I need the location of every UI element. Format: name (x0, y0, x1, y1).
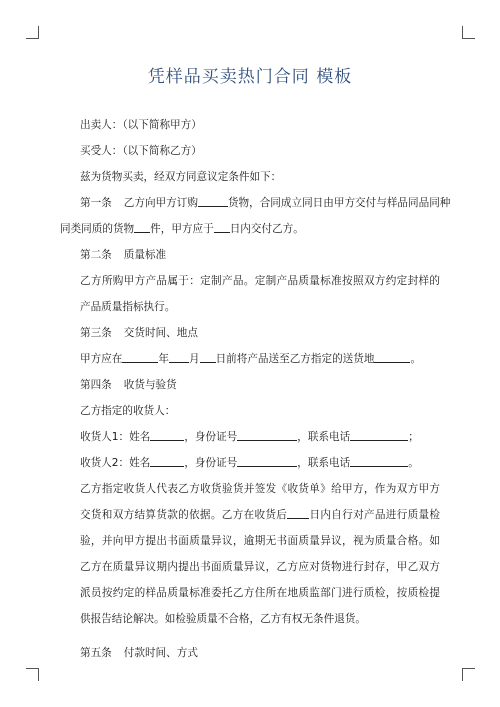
designated-receiver-line: 乙方指定的收货人： (80, 405, 176, 417)
article-5-heading: 第五条 (80, 647, 112, 659)
article-3-body: 甲方应在 年 月 日前将产品送至乙方指定的送货地 。 (60, 346, 440, 372)
receiver-1-line: 收货人1：姓名 ，身份证号 ，联系电话 ； (60, 424, 440, 450)
article-1-heading: 第一条 (80, 197, 112, 209)
document-title: 凭样品买卖热门合同 模板 (147, 67, 353, 87)
inspection-days-blank (287, 506, 309, 519)
day-blank (200, 350, 216, 363)
receiver-2-line: 收货人2：姓名 ，身份证号 ，联系电话 。 (60, 450, 440, 476)
article-2-body: 乙方所购甲方产品属于：定制产品。定制产品质量标准按照双方约定封样的产品质量指标执行。 (80, 275, 440, 313)
article-4-heading: 第四条 (80, 379, 112, 391)
crop-mark-bottom-left (26, 668, 39, 681)
receiver-1-phone-blank (350, 428, 408, 441)
article-5-heading-line: 第五条 付款时间、方式 (80, 647, 198, 659)
goods-blank (198, 194, 228, 207)
receiver-2-name-blank (150, 454, 184, 467)
receiver-2-phone-blank (350, 454, 408, 467)
buyer-line: 买受人：（以下简称乙方） (80, 145, 202, 157)
article-2-heading-line: 第二条 质量标准 (80, 249, 167, 261)
article-1-line-2: 同类同质的货物 件，甲方应于 日内交付乙方。 (60, 216, 440, 242)
month-blank (169, 350, 189, 363)
article-2-heading: 第二条 (80, 249, 112, 261)
receiver-2-id-blank (237, 454, 297, 467)
crop-mark-top-left (26, 26, 39, 39)
receiver-1-id-blank (237, 428, 297, 441)
article-3-heading-line: 第三条 交货时间、地点 (80, 327, 198, 339)
crop-mark-bottom-right (462, 668, 475, 681)
seller-line: 出卖人：（以下简称甲方） (80, 119, 202, 131)
address-blank (374, 350, 410, 363)
quantity-blank (134, 220, 150, 233)
year-blank (122, 350, 158, 363)
receiver-1-name-blank (150, 428, 184, 441)
article-4-body: 乙方指定收货人代表乙方收货验货并签发《收货单》给甲方，作为双方甲方交货和双方结算货款的依据。乙方在收货后 日内自行对产品进行质量检验，并向甲方提出书面质量异议，逾期无书面质量异议，视为质量合格。如乙方在质量异议期内提出书面质量异议，乙方应对货物进行封存，甲乙双方派员按约定的样品质量标准委托乙方住所在地质监部门进行质检，按质检提供报告结论解决。如检验质量不合格，乙方有权无条件退货。 (80, 483, 441, 625)
days-blank (214, 220, 230, 233)
document-body (60, 112, 451, 666)
crop-mark-top-right (462, 26, 475, 39)
intro-line: 兹为货物买卖，经双方同意议定条件如下： (80, 171, 282, 183)
article-3-heading: 第三条 (80, 327, 112, 339)
article-1-line-1: 第一条 乙方向甲方订购 货物，合同成立同日由甲方交付与样品同品同种 (60, 190, 440, 216)
article-4-heading-line: 第四条 收货与验货 (80, 379, 177, 391)
